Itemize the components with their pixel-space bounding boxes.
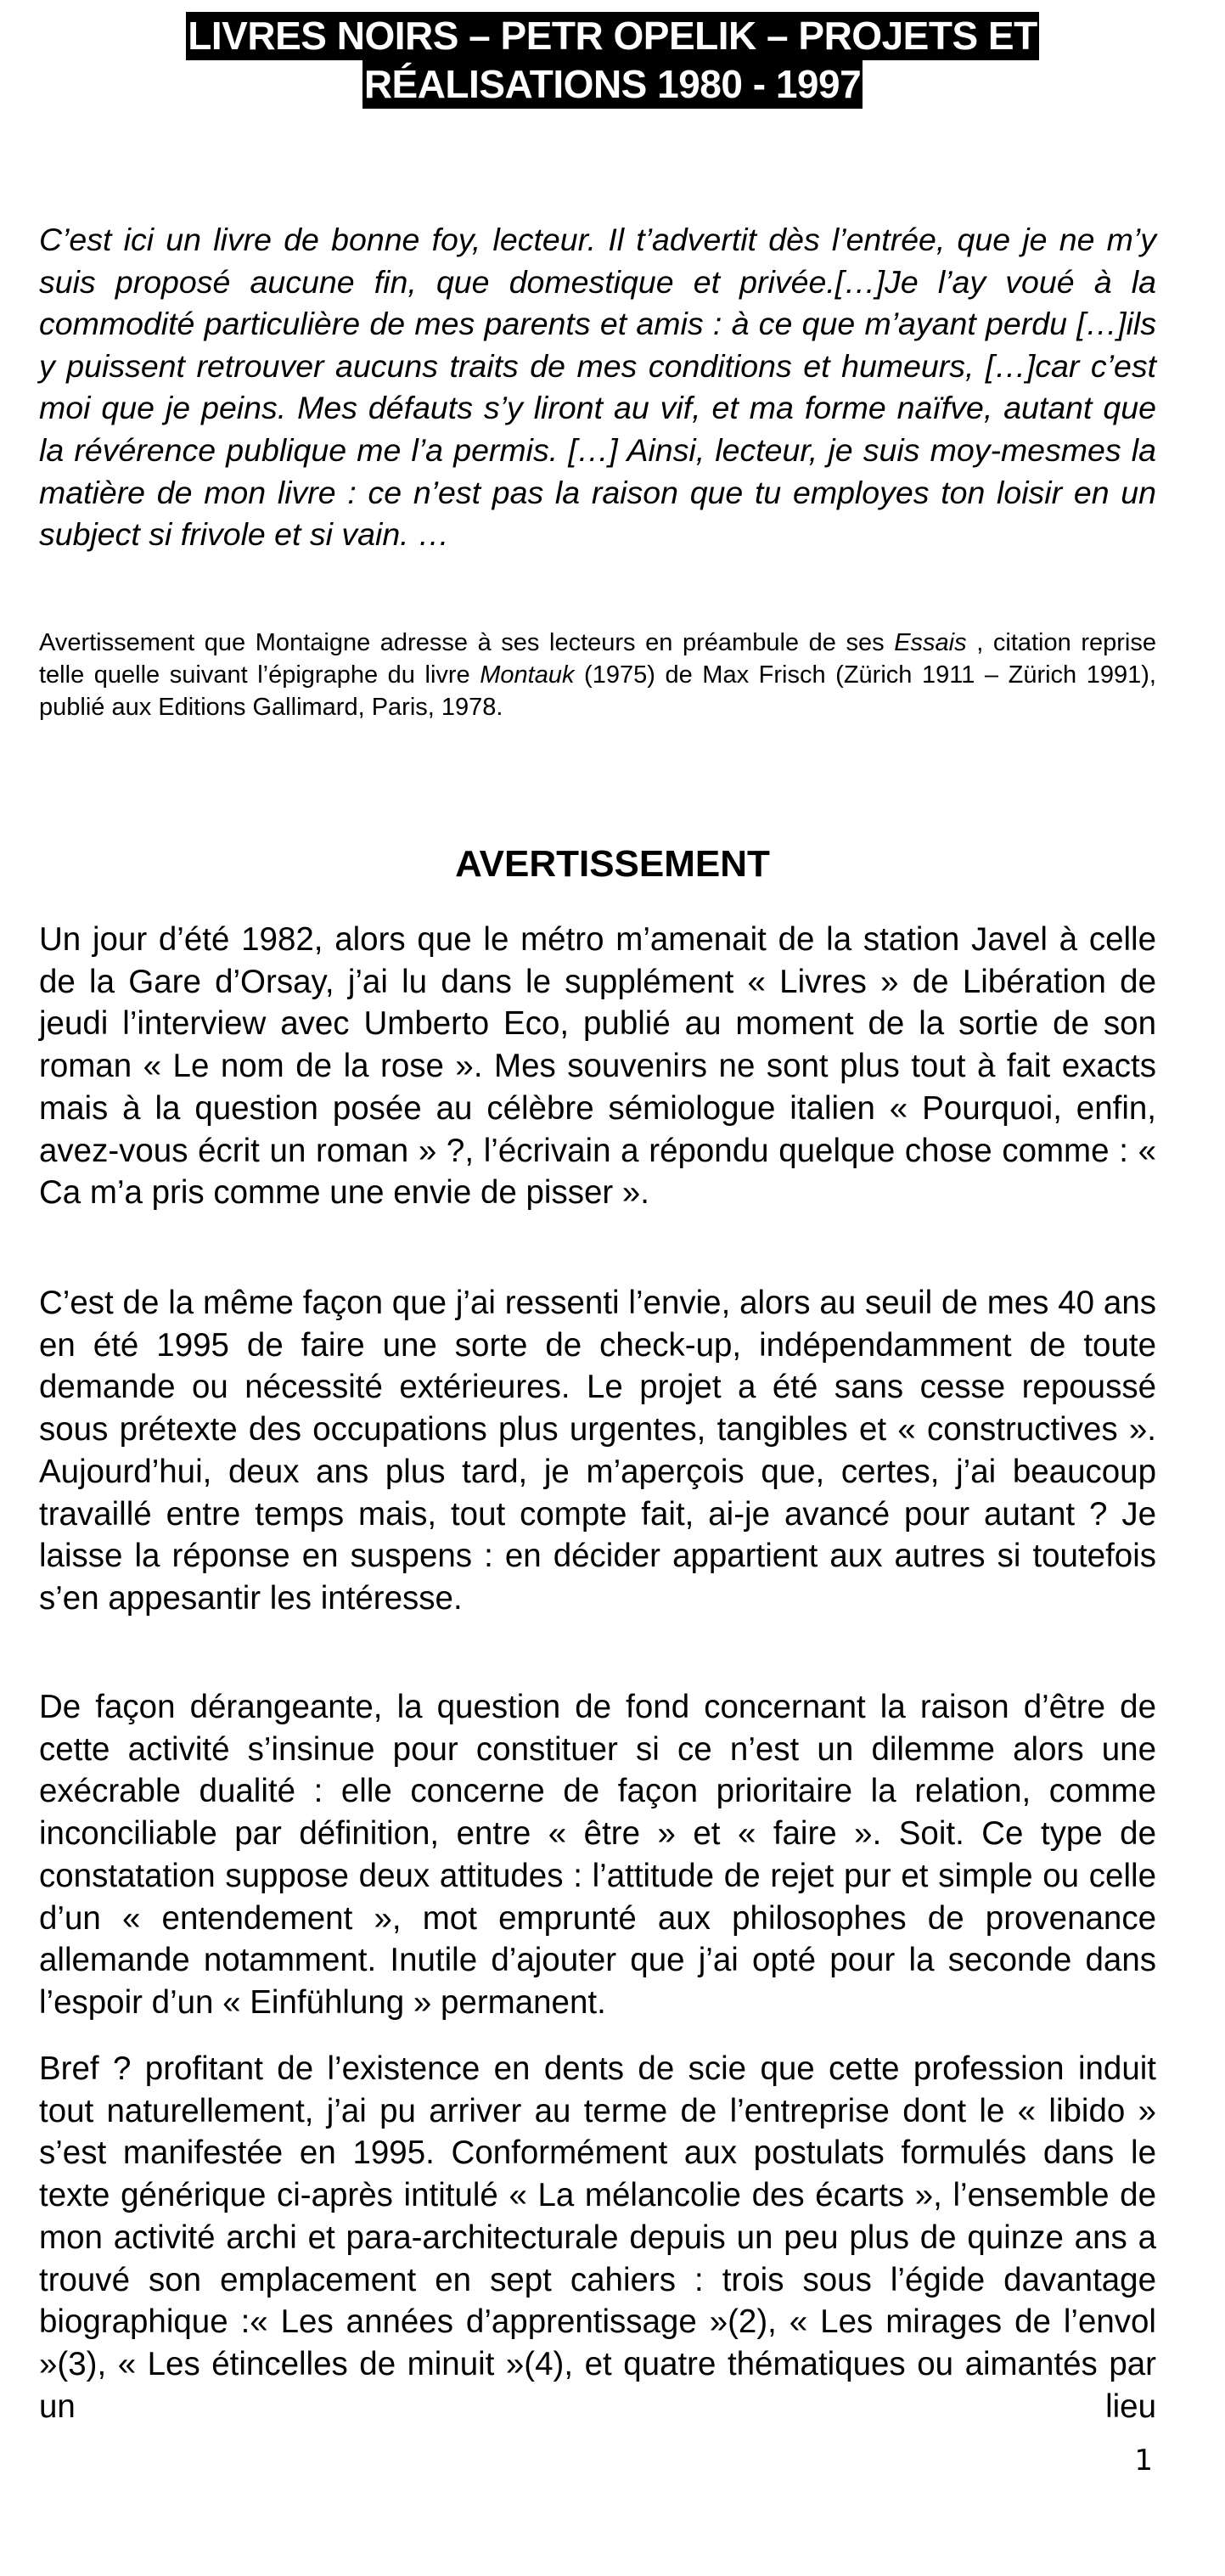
body-paragraph-1: Un jour d’été 1982, alors que le métro m’amenait de la station Javel à celle de la Gare d’Orsay, j’ai lu dans le supplément « Livres » de Libération de jeudi l’interview avec Umberto Eco, publié au moment de la sortie de son roman « Le nom de la rose ». Mes souvenirs ne sont plus tout à fait exacts mais à la question posée au célèbre sémiologue italien « Pourquoi, enfin, avez-vous écrit un roman » ?, l’écrivain a répondu quelque chose comme : « Ca m’a pris comme une envie de pisser ». bbox=[39, 921, 1156, 1212]
citation-text-3: (1975) de Max Frisch (Zürich 1911 – Zürich 1991), publié aux Editions Gallimard, Paris, 1978. bbox=[39, 661, 1156, 721]
title-line-1: LIVRES NOIRS – PETR OPELIK – PROJETS ET bbox=[186, 12, 1038, 60]
citation-work-montauk: Montauk bbox=[480, 661, 575, 689]
section-heading: AVERTISSEMENT bbox=[455, 843, 770, 885]
citation-text-1: Avertissement que Montaigne adresse à ses lecteurs en préambule de ses bbox=[39, 629, 895, 656]
page-number: 1 bbox=[1134, 2444, 1153, 2478]
epigraph-quote: C’est ici un livre de bonne foy, lecteur. Il t’advertit dès l’entrée, que je ne m’y suis proposé aucune fin, que domestique et privée.[…]Je l’ay voué à la commodité particulière de mes parents et amis : à ce que m’ayant perdu […]ils y puissent retrouver aucuns traits de mes conditions et humeurs, […]car c’est moi que je peins. Mes défauts s’y liront au vif, et ma forme naïfve, autant que la révérence publique me l’a permis. […] Ainsi, lecteur, je suis moy-mesmes la matière de mon livre : ce n’est pas la raison que tu employes ton loisir en un subject si frivole et si vain. … bbox=[39, 222, 1156, 553]
body-paragraph-2: C’est de la même façon que j’ai ressenti l’envie, alors au seuil de mes 40 ans en été 1995 de faire une sorte de check-up, indépendamment de toute demande ou nécessité extérieures. Le projet a été sans cesse repoussé sous prétexte des occupations plus urgentes, tangibles et « constructives ». Aujourd’hui, deux ans plus tard, je m’aperçois que, certes, j’ai beaucoup travaillé entre temps mais, tout compte fait, ai-je avancé pour autant ? Je laisse la réponse en suspens : en décider appartient aux autres si toutefois s’en appesantir les intéresse. bbox=[39, 1285, 1156, 1617]
document-title bbox=[0, 12, 1225, 109]
body-paragraph-4: Bref ? profitant de l’existence en dents de scie que cette profession induit tout naturellement, j’ai pu arriver au terme de l’entreprise dont le « libido » s’est manifestée en 1995. Conformément aux postulats formulés dans le texte générique ci-après intitulé « La mélancolie des écarts », l’ensemble de mon activité archi et para-architecturale depuis un peu plus de quinze ans a trouvé son emplacement en sept cahiers : trois sous l’égide davantage biographique :« Les années d’apprentissage »(2), « Les mirages de l’envol »(3), « Les étincelles de minuit »(4), et quatre thématiques ou aimantés par un lieu bbox=[39, 2050, 1156, 2425]
epigraph-citation bbox=[39, 627, 1156, 723]
title-line-2: RÉALISATIONS 1980 - 1997 bbox=[362, 60, 863, 109]
body-paragraph-3: De façon dérangeante, la question de fond concernant la raison d’être de cette activité s’insinue pour constituer si ce n’est un dilemme alors une exécrable dualité : elle concerne de façon prioritaire la relation, comme inconciliable par définition, entre « être » et « faire ». Soit. Ce type de constatation suppose deux attitudes : l’attitude de rejet pur et simple ou celle d’un « entendement », mot emprunté aux philosophes de provenance allemande notamment. Inutile d’ajouter que j’ai opté pour la seconde dans l’espoir d’un « Einfühlung » permanent. bbox=[39, 1689, 1156, 2021]
citation-work-essais: Essais bbox=[894, 629, 967, 656]
citation-text-2: , citation reprise telle quelle suivant l’épigraphe du livre bbox=[39, 629, 1156, 689]
